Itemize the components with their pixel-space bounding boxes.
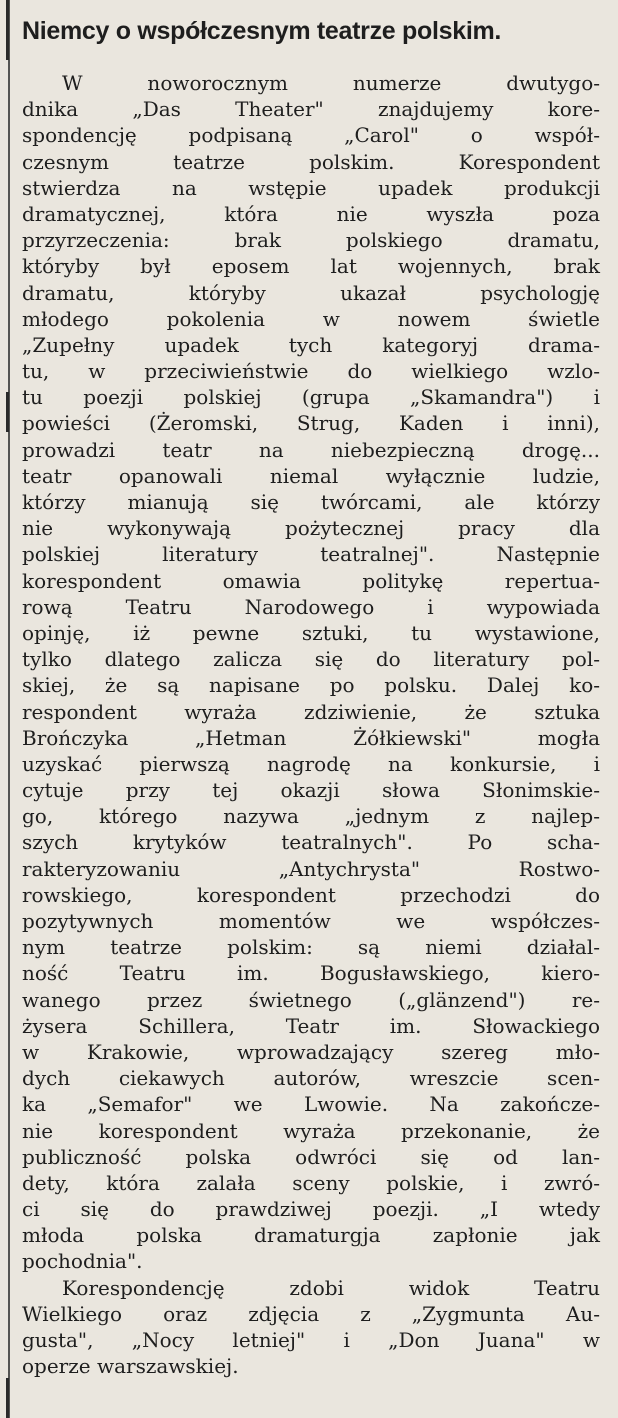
article-line: w Krakowie, wprowadzający szereg mło-: [22, 1039, 600, 1064]
article-line: operze warszawskiej.: [22, 1354, 239, 1379]
article-line: dramatycznej, która nie wyszła poza: [22, 201, 600, 226]
article-line: nie wykonywają pożytecznej pracy dla: [22, 516, 600, 541]
article-line: dramatu, któryby ukazał psychologję: [22, 280, 600, 305]
article-line: ność Teatru im. Bogusławskiego, kiero-: [22, 961, 600, 986]
article-line: cytuje przy tej okazji słowa Słonimskie-: [22, 778, 600, 803]
article-line: „Zupełny upadek tych kategoryj drama-: [22, 332, 600, 357]
article-line: Korespondencję zdobi widok Teatru: [62, 1275, 600, 1300]
article-line: ka „Semafor" we Lwowie. Na zakończe-: [22, 1092, 600, 1117]
column-rule-segment: [6, 1378, 9, 1418]
article-line: W noworocznym numerze dwutygo-: [62, 71, 600, 95]
article-line: uzyskać pierwszą nagrodę na konkursie, i: [22, 751, 600, 776]
article-line: dety, która zalała sceny polskie, i zwró-: [22, 1170, 600, 1195]
article-line: opinję, iż pewne sztuki, tu wystawione,: [22, 620, 600, 645]
article-line: nie korespondent wyraża przekonanie, że: [22, 1118, 600, 1143]
article-line: prowadzi teatr na niebezpieczną drogę...: [22, 437, 600, 462]
article-column: [22, 14, 600, 1379]
article-line: szych krytyków teatralnych". Po scha-: [22, 830, 600, 855]
article-line: teatr opanowali niemal wyłącznie ludzie,: [22, 463, 600, 488]
article-line: go, którego nazywa „jednym z najlep-: [22, 804, 600, 829]
article-line: gusta", „Nocy letniej" i „Don Juana" w: [22, 1328, 600, 1352]
article-line: którzy mianują się twórcami, ale którzy: [22, 490, 600, 514]
article-line: czesnym teatrze polskim. Korespondent: [22, 149, 600, 174]
article-line: tylko dlatego zalicza się do literatury pol-: [22, 647, 600, 672]
article-line: skiej, że są napisane po polsku. Dalej ko-: [22, 673, 600, 698]
article-line: młodego pokolenia w nowem świetle: [22, 306, 600, 331]
article-line: przyrzeczenia: brak polskiego dramatu,: [22, 228, 600, 253]
article-line: tu poezji polskiej (grupa „Skamandra") i: [22, 385, 600, 410]
article-line: powieści (Żeromski, Strug, Kaden i inni),: [22, 411, 600, 436]
article-line: respondent wyraża zdziwienie, że sztuka: [22, 699, 600, 724]
article-line: pozytywnych momentów we współczes-: [22, 909, 600, 933]
article-line: dych ciekawych autorów, wreszcie scen-: [22, 1066, 600, 1091]
article-line: tu, w przeciwieństwie do wielkiego wzlo-: [22, 359, 600, 384]
article-line: rową Teatru Narodowego i wypowiada: [22, 594, 600, 619]
article-body: [22, 70, 600, 1379]
column-rule-segment: [6, 0, 9, 60]
article-line: publiczność polska odwróci się od lan-: [22, 1144, 600, 1169]
article-line: ci się do prawdziwej poezji. „I wtedy: [22, 1197, 600, 1222]
column-rule-segment: [6, 392, 9, 432]
article-line: polskiej literatury teatralnej". Następnie: [22, 542, 600, 567]
article-line: młoda polska dramaturgja zapłonie jak: [22, 1223, 600, 1248]
article-line: Wielkiego oraz zdjęcia z „Zygmunta Au-: [22, 1301, 600, 1326]
article-line: któryby był eposem lat wojennych, brak: [22, 254, 600, 279]
article-line: nym teatrze polskim: są niemi działal-: [22, 935, 600, 960]
article-line: wanego przez świetnego („glänzend") re-: [22, 987, 600, 1012]
article-line: spondencję podpisaną „Carol" o współ-: [22, 123, 600, 148]
article-line: Brończyka „Hetman Żółkiewski" mogła: [22, 725, 600, 750]
article-line: żysera Schillera, Teatr im. Słowackiego: [22, 1013, 600, 1038]
article-line: rakteryzowaniu „Antychrysta" Rostwo-: [22, 856, 600, 881]
column-rule: [8, 0, 10, 1418]
article-line: stwierdza na wstępie upadek produkcji: [22, 175, 600, 200]
article-headline: Niemcy o współczesnym teatrze polskim.: [22, 17, 502, 45]
article-line: rowskiego, korespondent przechodzi do: [22, 882, 600, 907]
article-line: dnika „Das Theater" znajdujemy kore-: [22, 97, 600, 122]
article-line: pochodnia".: [22, 1249, 143, 1274]
article-line: korespondent omawia politykę repertua-: [22, 568, 600, 593]
